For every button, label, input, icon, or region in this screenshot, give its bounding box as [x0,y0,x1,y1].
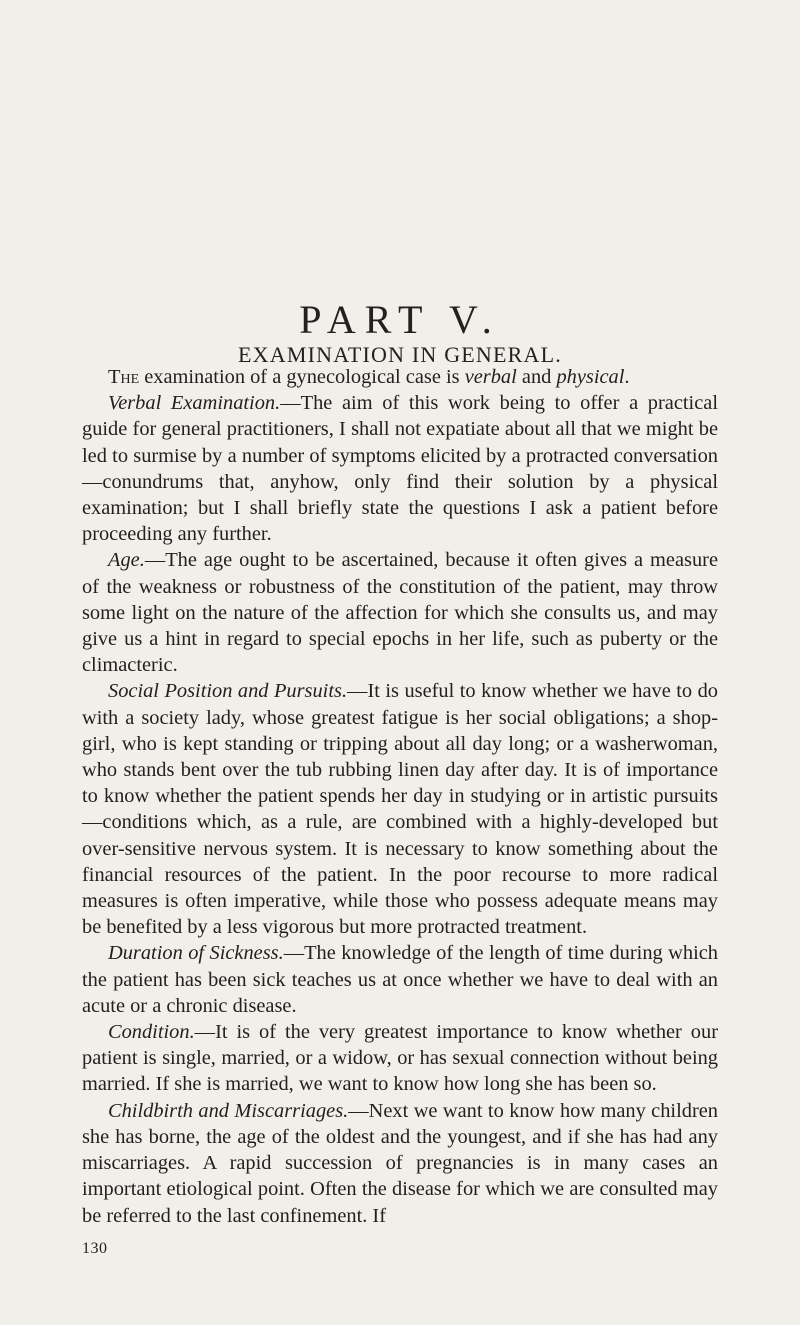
paragraph-social-position [82,678,718,940]
paragraph-childbirth [82,1098,718,1229]
paragraph-text: —The knowledge of the length of time during which the patient has been sick teaches us at once whether we have to deal with an acute or a chronic disease. [82,942,718,1017]
subheading-duration-of-sickness: Duration of Sickness. [108,942,284,965]
subheading-condition: Condition. [108,1021,195,1044]
body-text [82,364,718,1229]
intro-em-physical: physical [556,366,625,388]
paragraph-text: —It is of the very greatest importance to know whether our patient is single, married, or a widow, or has sexual connection without being married. If she is married, we want to know how long she has been so. [82,1021,718,1096]
subheading-social-position: Social Position and Pursuits. [108,680,348,703]
section-heading: EXAMINATION IN GENERAL. [238,342,562,367]
subheading-childbirth: Childbirth and Miscarriages. [108,1099,349,1122]
part-heading: PART V. [299,297,501,342]
intro-text-c: . [624,366,630,388]
paragraph-duration-of-sickness [82,940,718,1019]
intro-em-verbal: verbal [464,366,517,388]
intro-paragraph [82,364,718,390]
subheading-age: Age. [108,549,145,572]
paragraph-text: —It is useful to know whether we have to do with a society lady, whose greatest fatigue is her social obligations; a shop-girl, who is kept standing or tripping about all day long; or a washerwoman, who stands bent over the tub rubbing linen day after day. It is of importance to know whether the patient spends her day in studying or in artistic pursuits—conditions which, as a rule, are combined with a highly-developed but over-sensitive nervous system. It is necessary to know something about the financial resources of the patient. In the poor recourse to more radical measures is often imperative, while those who possess adequate means may be benefited by a less vigorous but more protracted treatment. [82,680,718,939]
paragraph-text: —Next we want to know how many children she has borne, the age of the oldest and the youngest, and if she has had any miscarriages. A rapid succession of pregnancies is in many cases an important etiological point. Often the disease for which we are consulted may be referred to the last confinement. If [82,1099,718,1227]
paragraph-verbal-examination [82,390,718,547]
intro-text-b: and [516,366,557,388]
paragraph-text: —The aim of this work being to offer a practical guide for general practitioners, I shall not expatiate about all that we might be led to surmise by a number of symptoms elicited by a protracted conversation—conundrums that, anyhow, only find their solution by a physical examination; but I shall briefly state the questions I ask a patient before proceeding any further. [82,392,718,546]
paragraph-age [82,547,718,678]
page-number: 130 [82,1240,108,1257]
intro-text-a: examination of a gynecological case is [139,366,465,388]
paragraph-condition [82,1019,718,1098]
paragraph-text: —The age ought to be ascertained, because it often gives a measure of the weakness or robustness of the constitution of the patient, may throw some light on the nature of the affection for which she consults us, and may give us a hint in regard to special epochs in her life, such as puberty or the climacteric. [82,549,718,677]
intro-lead-word: The [108,366,140,388]
subheading-verbal-examination: Verbal Examination. [108,392,281,415]
